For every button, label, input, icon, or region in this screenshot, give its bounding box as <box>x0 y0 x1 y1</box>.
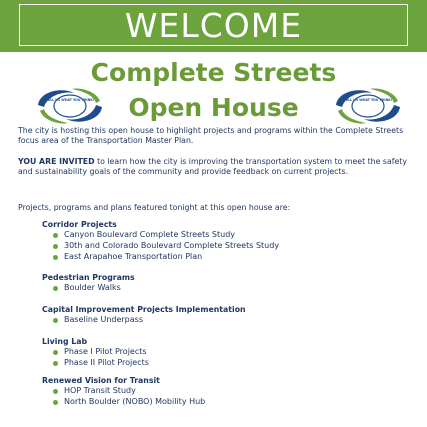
logo-text-left: TELL US WHAT YOU THINK! <box>45 98 95 102</box>
title-line-2: Open House <box>128 93 299 122</box>
bullet-icon <box>53 361 58 366</box>
list-item <box>42 241 422 252</box>
list-item <box>42 315 422 326</box>
section-living-lab <box>42 337 422 369</box>
bullet-icon <box>53 233 58 238</box>
list-item-text: Phase I Pilot Projects <box>64 347 147 356</box>
bullet-icon <box>53 389 58 394</box>
section-pedestrian-programs <box>42 273 422 294</box>
section-heading: Corridor Projects <box>42 220 117 229</box>
welcome-banner <box>0 0 427 52</box>
invitation-lead: YOU ARE INVITED <box>18 157 95 166</box>
list-item-text: Phase II Pilot Projects <box>64 358 149 367</box>
list-item <box>42 283 422 294</box>
section-heading: Living Lab <box>42 337 88 346</box>
section-heading: Renewed Vision for Transit <box>42 376 160 385</box>
list-item-text: 30th and Colorado Boulevard Complete Streets Study <box>64 241 280 250</box>
bullet-icon <box>53 400 58 405</box>
list-item-text: East Arapahoe Transportation Plan <box>64 252 203 261</box>
section-capital-improvement <box>42 305 422 326</box>
intro-paragraph: The city is hosting this open house to highlight projects and programs within the Complete Streets focus area of the Transportation Master Plan. <box>18 126 404 146</box>
list-item-text: HOP Transit Study <box>64 386 136 395</box>
bullet-icon <box>53 255 58 260</box>
invitation-text: to learn how the city is improving the transportation system to meet the safety and sustainability goals of the community and provide feedback on current projects. <box>18 157 407 177</box>
list-item <box>42 347 422 358</box>
list-item <box>42 230 422 241</box>
bullet-icon <box>53 318 58 323</box>
banner-text: WELCOME <box>124 5 303 45</box>
bullet-icon <box>53 350 58 355</box>
tell-us-logo-left <box>34 85 106 127</box>
bullet-icon <box>53 286 58 291</box>
banner-frame <box>19 4 408 46</box>
bullet-icon <box>53 244 58 249</box>
logo-text-right: TELL US WHAT YOU THINK! <box>343 98 393 102</box>
list-item <box>42 252 422 263</box>
list-item-text: Canyon Boulevard Complete Streets Study <box>64 230 236 239</box>
list-item <box>42 358 422 369</box>
list-item-text: North Boulder (NOBO) Mobility Hub <box>64 397 206 406</box>
tell-us-logo-right <box>332 85 404 127</box>
section-transit-vision <box>42 376 422 408</box>
section-corridor-projects <box>42 220 422 263</box>
list-item-text: Boulder Walks <box>64 283 121 292</box>
invitation-paragraph <box>18 157 414 178</box>
section-heading: Pedestrian Programs <box>42 273 135 282</box>
section-heading: Capital Improvement Projects Implementation <box>42 305 246 314</box>
list-item <box>42 397 422 408</box>
title-line-1: Complete Streets <box>90 58 337 87</box>
list-item <box>42 386 422 397</box>
featured-intro: Projects, programs and plans featured tonight at this open house are: <box>18 203 291 212</box>
list-item-text: Baseline Underpass <box>64 315 143 324</box>
